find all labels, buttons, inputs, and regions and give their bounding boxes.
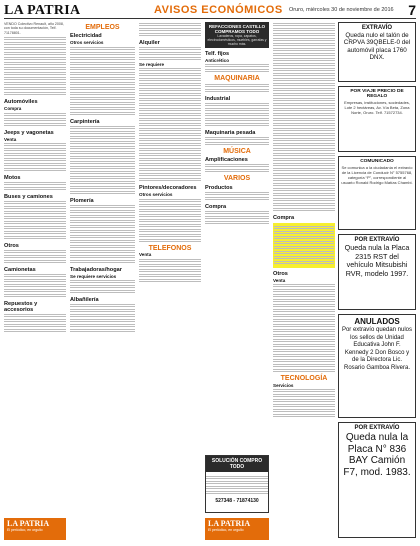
notice-body: Se comunica a la ciudadanía el extravío de la Licencia de Conducir N° 5755768, categoría “P”, correspondiente al usuario Ronald Rodrigo Matías Chambi. xyxy=(341,165,413,185)
heading-telefonos: TELEFONOS xyxy=(148,244,192,252)
notice-body: Queda nula la Placa N° 836 BAY Camión F7, mod. 1983. xyxy=(343,432,411,478)
classified-text: VENDO Colectivo Renault, año 2008, con toda su documentación, Telf. 71178801. xyxy=(4,22,64,35)
heading-industrial: Industrial xyxy=(205,95,231,102)
classifieds-page xyxy=(4,3,416,543)
subheading-venta: Venta xyxy=(139,252,152,258)
ad-body: Lavaderos, ropa, zapatos, electrodomésticos, muebles, garrafas y mucho más. xyxy=(207,34,267,46)
column-1 xyxy=(4,22,66,522)
notice-title: POR EXTRAVÍO xyxy=(354,425,400,431)
subheading-anticretico: Anticrético xyxy=(205,58,229,63)
subheading-venta: Venta xyxy=(273,278,286,283)
notice-body: Queda nulo el talón de CRPVA 39QBELE-0 del automóvil placa 1760 DNX. xyxy=(343,32,411,62)
heading-pintores: Pintores/decoradores xyxy=(139,185,197,192)
notice-body: Por extravío quedan nulos los sellos de Unidad Educativa John F. Kennedy 2 Don Bosco y de la Directora Lic. Rosario Gamboa Rivera. xyxy=(341,327,413,371)
subheading-se-requiere: Se requiere servicios xyxy=(70,273,117,279)
heading-amplificaciones: Amplificaciones xyxy=(205,157,248,164)
compro-todo-ad xyxy=(205,22,269,48)
heading-tecnologia: TECNOLOGÍA xyxy=(280,375,328,383)
subheading-otros-servicios: Otros servicios xyxy=(139,192,173,198)
heading-empleos: EMPLEOS xyxy=(85,24,120,31)
heading-repuestos: Repuestos y accesorios xyxy=(4,301,38,314)
subheading-venta: Venta xyxy=(4,136,17,142)
ad-title: SOLUCIÓN COMPRO TODO xyxy=(206,456,268,472)
heading-otros: Otros xyxy=(273,271,288,277)
ad-phone: 527348 - 71874130 xyxy=(215,498,259,504)
subheading-servicios: Servicios xyxy=(273,382,294,388)
heading-compra: Compra xyxy=(205,203,227,210)
column-2 xyxy=(70,22,135,540)
notice-title: POR EXTRAVÍO xyxy=(354,237,400,243)
right-notices xyxy=(338,22,416,543)
heading-alquiler: Alquiler xyxy=(139,40,160,46)
heading-automoviles: Automóviles xyxy=(4,99,38,106)
footer-logo-left xyxy=(4,518,66,540)
subheading-otros-servicios: Otros servicios xyxy=(70,40,104,46)
dateline: Oruro, miércoles 30 de noviembre de 2016 xyxy=(289,7,394,13)
solucion-ad xyxy=(205,455,269,513)
section-title: AVISOS ECONÓMICOS xyxy=(154,4,283,16)
footer-tagline: El periódico, en orgullo xyxy=(7,528,43,532)
masthead-logo: LA PATRIA xyxy=(4,3,81,18)
subheading-compra: Compra xyxy=(4,106,22,112)
column-3 xyxy=(139,22,201,540)
footer-tagline: El periódico, en orgullo xyxy=(208,528,244,532)
notice-title: ANULADOS xyxy=(354,317,400,326)
heading-musica: MÚSICA xyxy=(223,147,251,155)
column-4 xyxy=(205,22,269,472)
footer-logo-text: LA PATRIA xyxy=(7,519,50,528)
notice-title: EXTRAVÍO xyxy=(361,25,393,31)
heading-productos: Productos xyxy=(205,184,233,191)
heading-varios: VARIOS xyxy=(223,175,251,183)
footer-logo-right xyxy=(205,518,269,540)
heading-buses: Buses y camiones xyxy=(4,194,53,201)
heading-compra: Compra xyxy=(273,215,295,221)
subheading-se-requiere: Se requiere xyxy=(139,62,165,67)
ad-title: REFACCIONES CASTILLO COMPRAMOS TODO xyxy=(208,24,266,34)
heading-carpinteria: Carpintería xyxy=(70,118,100,125)
notice-title: COMUNICADO xyxy=(360,159,394,164)
heading-telf-fijos: Telf. fijos xyxy=(205,51,230,57)
column-5 xyxy=(273,22,335,540)
heading-otros: Otros xyxy=(4,243,19,250)
heading-maquinaria-pesada: Maquinaria pesada xyxy=(205,129,256,136)
heading-motos: Motos xyxy=(4,175,21,182)
heading-maquinaria: MAQUINARIA xyxy=(214,75,260,83)
heading-trabajadoras: Trabajadoras/hogar xyxy=(70,266,122,273)
heading-albanileria: Albañilería xyxy=(70,297,99,304)
notice-extravio-2 xyxy=(338,234,416,310)
notice-title: POR VIAJE PRECIO DE REGALO xyxy=(350,89,404,99)
heading-electricidad: Electricidad xyxy=(70,33,102,40)
page-number: 7 xyxy=(408,3,416,18)
notice-comunicado xyxy=(338,156,416,230)
footer-logo-text: LA PATRIA xyxy=(208,519,251,528)
notice-regalo xyxy=(338,86,416,152)
notice-anulados xyxy=(338,314,416,418)
notice-body: Empresas, instituciones, sociedades, Lote 2 hectáreas, Av. Vía Beta, Zona Norte, Oruro. Telf. 71572734. xyxy=(344,100,410,115)
notice-extravio-1 xyxy=(338,22,416,82)
notice-body: Queda nula la Placa 2315 RST del vehículo Mitsubishi RVR, modelo 1997. xyxy=(344,243,410,278)
heading-plomeria: Plomería xyxy=(70,197,94,204)
heading-jeeps: Jeeps y vagonetas xyxy=(4,129,54,136)
notice-extravio-3 xyxy=(338,422,416,538)
heading-camionetas: Camionetas xyxy=(4,267,36,274)
page-header xyxy=(4,3,416,19)
